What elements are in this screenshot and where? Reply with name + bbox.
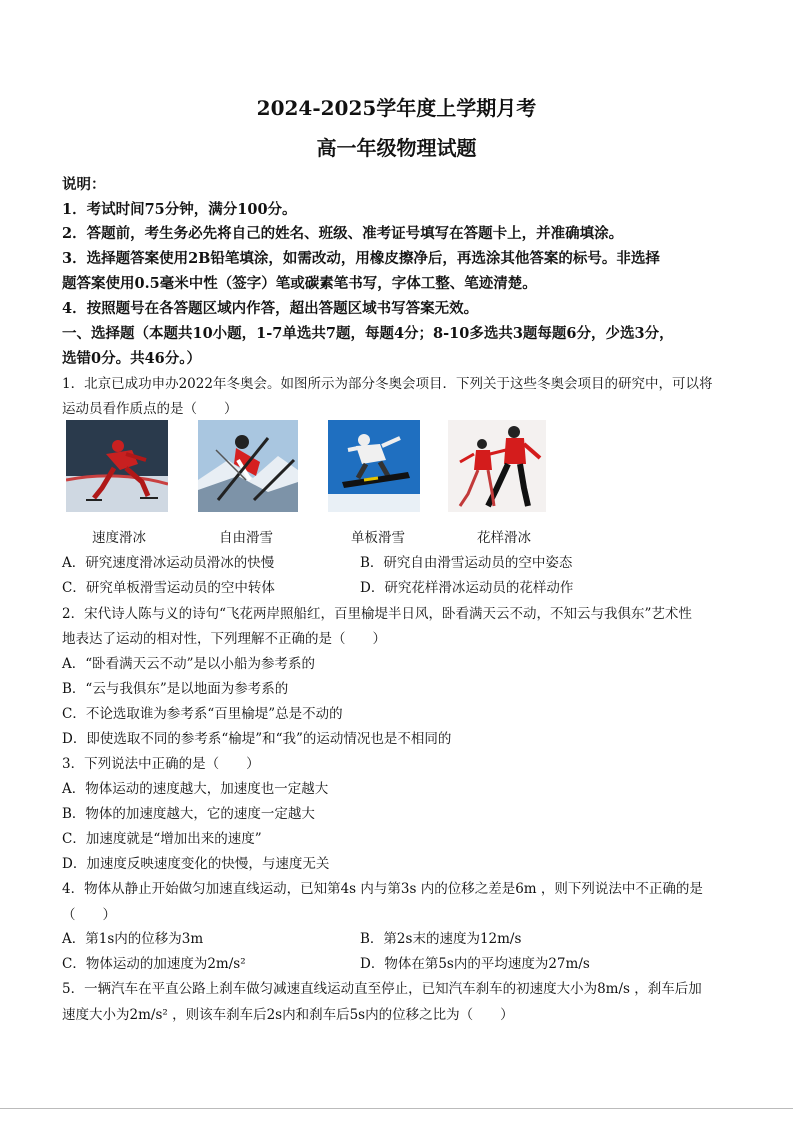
exam-subtitle: 高一年级物理试题 (316, 136, 477, 160)
caption-snowboarding: 单板滑雪 (351, 530, 405, 546)
caption-freestyle-skiing: 自由滑雪 (219, 530, 273, 546)
instruction-item-2: 2．答题前，考生务必先将自己的姓名、班级、准考证号填写在答题卡上，并准确填涂。 (62, 225, 624, 242)
q2-option-c: C．不论选取谁为参考系“百里榆堤”总是不动的 (62, 706, 343, 722)
q4-option-d: D．物体在第5s内的平均速度为27m/s (360, 956, 590, 972)
instructions-heading: 说明： (62, 176, 106, 193)
figure-skating-image (448, 420, 546, 512)
q2-stem-line2: 地表达了运动的相对性，下列理解不正确的是（ ） (62, 631, 386, 647)
q3-option-c: C．加速度就是“增加出来的速度” (62, 831, 262, 847)
q1-option-c: C．研究单板滑雪运动员的空中转体 (62, 580, 275, 596)
q3-stem: 3．下列说法中正确的是（ ） (62, 756, 260, 772)
q4-option-a: A．第1s内的位移为3m (62, 931, 204, 947)
q3-option-b: B．物体的加速度越大，它的速度一定越大 (62, 806, 315, 822)
q4-option-b: B．第2s末的速度为12m/s (360, 931, 522, 947)
q4-stem-line2: （ ） (62, 907, 116, 923)
section-heading-line2: 选错0分。共46分。） (62, 350, 202, 367)
q5-stem-line1: 5．一辆汽车在平直公路上刹车做匀减速直线运动直至停止，已知汽车刹车的初速度大小为8m/s ，刹车后加 (62, 981, 702, 997)
q4-stem-line1: 4．物体从静止开始做匀加速直线运动，已知第4s 内与第3s 内的位移之差是6m ，则下列说法中不正确的是 (62, 881, 703, 897)
q3-option-a: A．物体运动的速度越大，加速度也一定越大 (62, 781, 329, 797)
q2-option-d: D．即使选取不同的参考系“榆堤”和“我”的运动情况也是不相同的 (62, 731, 452, 747)
freestyle-skiing-image (198, 420, 298, 512)
q4-option-c: C．物体运动的加速度为2m/s² (62, 956, 246, 972)
q2-stem-line1: 2．宋代诗人陈与义的诗句“飞花两岸照船红，百里榆堤半日风，卧看满天云不动，不知云与我俱东”艺术性 (62, 606, 692, 622)
q1-stem-line1: 1．北京已成功申办2022年冬奥会。如图所示为部分冬奥会项目．下列关于这些冬奥会项目的研究中，可以将 (62, 376, 713, 392)
caption-figure-skating: 花样滑冰 (477, 530, 531, 546)
q5-stem-line2: 速度大小为2m/s² ，则该车刹车后2s内和刹车后5s内的位移之比为（ ） (62, 1007, 514, 1023)
section-heading-line1: 一、选择题（本题共10小题，1-7单选共7题，每题4分；8-10多选共3题每题6分，少选3分， (62, 325, 674, 342)
exam-title: 2024-2025学年度上学期月考 (256, 96, 537, 120)
q1-option-b: B．研究自由滑雪运动员的空中姿态 (360, 555, 573, 571)
instruction-item-4: 4．按照题号在各答题区域内作答，超出答题区域书写答案无效。 (62, 300, 479, 317)
snowboarding-image (328, 420, 420, 512)
instruction-item-3-cont: 题答案使用0.5毫米中性（签字）笔或碳素笔书写，字体工整、笔迹清楚。 (62, 275, 537, 292)
q1-stem-line2: 运动员看作质点的是（ ） (62, 401, 238, 417)
q2-option-a: A．“卧看满天云不动”是以小船为参考系的 (62, 656, 316, 672)
q2-option-b: B．“云与我俱东”是以地面为参考系的 (62, 681, 289, 697)
speed-skating-image (66, 420, 168, 512)
page-bottom-rule (0, 1108, 793, 1109)
q1-option-a: A．研究速度滑冰运动员滑冰的快慢 (62, 555, 275, 571)
instruction-item-1: 1．考试时间75分钟，满分100分。 (62, 201, 297, 218)
caption-speed-skating: 速度滑冰 (92, 530, 146, 546)
q3-option-d: D．加速度反映速度变化的快慢，与速度无关 (62, 856, 330, 872)
instruction-item-3: 3．选择题答案使用2B铅笔填涂，如需改动，用橡皮擦净后，再选涂其他答案的标号。非选择 (62, 250, 660, 267)
q1-option-d: D．研究花样滑冰运动员的花样动作 (360, 580, 574, 596)
